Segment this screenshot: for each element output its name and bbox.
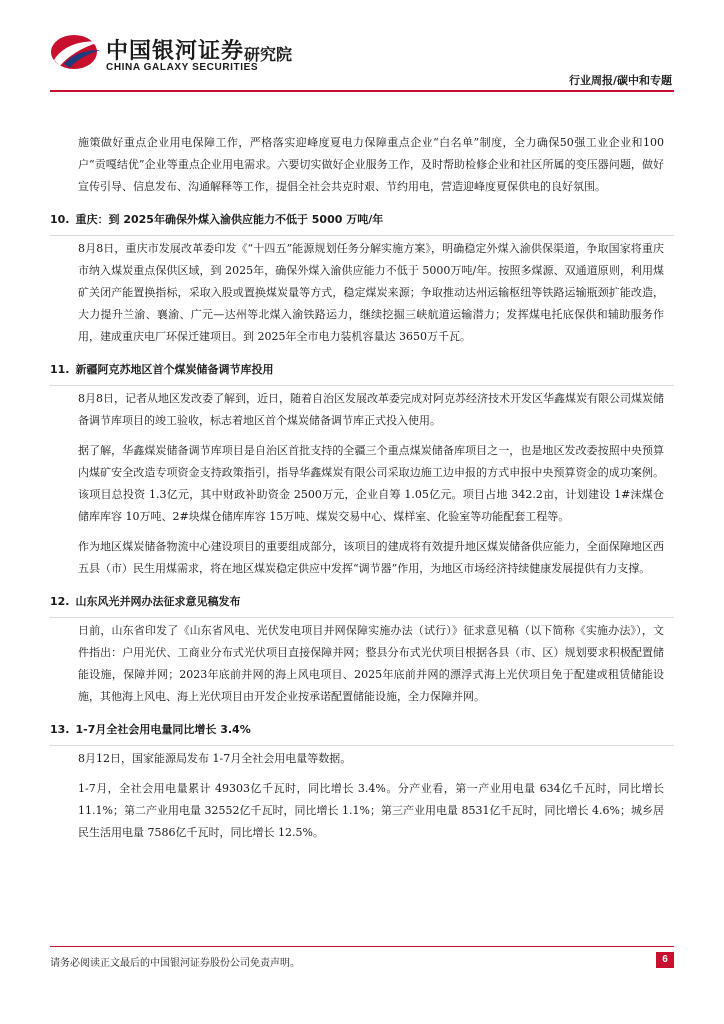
section-title: 重庆：到 2025年确保外煤入渝供应能力不低于 5000 万吨/年 bbox=[75, 213, 384, 226]
intro-paragraph: 施策做好重点企业用电保障工作，严格落实迎峰度夏电力保障重点企业“白名单”制度，全力确保50强工业企业和100户“贡嘎结优”企业等重点企业用电需求。六要切实做好企业服务工作，及时帮助检修企业和社区所属的变压器问题，做好宣传引导、信息发布、沟通解释等工作，提倡全社会共克时艰、节约用电，营造迎峰度夏保供电的良好氛围。 bbox=[50, 130, 674, 204]
section-number: 11. bbox=[50, 363, 70, 376]
section-11-paragraph-1: 8月8日，记者从地区发改委了解到，近日，随着自治区发展改革委完成对阿克苏经济技术开发区华鑫煤炭有限公司煤炭储备调节库项目的竣工验收，标志着地区首个煤炭储备调节库正式投入使用。 bbox=[50, 386, 674, 438]
section-title: 1-7月全社会用电量同比增长 3.4% bbox=[75, 723, 251, 736]
footer-disclaimer: 请务必阅读正文最后的中国银河证券股份公司免责声明。 bbox=[50, 958, 300, 969]
institute-label: 研究院 bbox=[244, 45, 293, 64]
section-10-paragraph-1: 8月8日，重庆市发展改革委印发《“十四五”能源规划任务分解实施方案》，明确稳定外煤入渝供保渠道，争取国家将重庆市纳入煤炭重点保供区域，到 2025年，确保外煤入渝供应能力不低于 5000万吨/年。按照多煤源、双通道原则，利用煤矿关闭产能置换指标，采取入股或置换煤炭量等方式，稳定煤炭来源；争取推动达州运输枢纽等铁路运输瓶颈扩能改造，大力提升兰渝、襄渝、广元—达州等北煤入渝铁路运力，继续挖掘三峡航道运输潜力；发挥煤电托底保供和辅助服务作用，建成重庆电厂环保迁建项目。到 2025年全市电力装机容量达 3650万千瓦。 bbox=[50, 236, 674, 354]
logo-en-text: CHINA GALAXY SECURITIES bbox=[106, 62, 259, 73]
section-heading-10 bbox=[50, 204, 674, 236]
section-number: 13. bbox=[50, 723, 70, 736]
section-11-paragraph-2: 据了解，华鑫煤炭储备调节库项目是自治区首批支持的全疆三个重点煤炭储备库项目之一，也是地区发改委按照中央预算内煤矿安全改造专项资金支持政策指引，指导华鑫煤炭有限公司采取边施工边申报的方式申报中央预算资金的成功案例。该项目总投资 1.3亿元，其中财政补助资金 2500万元，企业自筹 1.05亿元。项目占地 342.2亩，计划建设 1#沫煤仓储库库容 10万吨、2#块煤仓储库库容 15万吨、煤炭交易中心、煤样室、化验室等功能配套工程等。 bbox=[50, 438, 674, 534]
section-11-paragraph-3: 作为地区煤炭储备物流中心建设项目的重要组成部分，该项目的建成将有效提升地区煤炭储备供应能力，全面保障地区西五县（市）民生用煤需求，将在地区煤炭稳定供应中发挥“调节器”作用，为地区市场经济持续健康发展提供有力支撑。 bbox=[50, 534, 674, 586]
logo-cn-text: 中国银河证券 bbox=[106, 39, 245, 64]
footer-divider bbox=[50, 946, 674, 947]
galaxy-logo-icon bbox=[50, 30, 102, 74]
section-heading-12 bbox=[50, 586, 674, 618]
section-13-paragraph-1: 8月12日，国家能源局发布 1-7月全社会用电量等数据。 bbox=[50, 746, 674, 776]
section-12-paragraph-1: 日前，山东省印发了《山东省风电、光伏发电项目并网保障实施办法（试行）》征求意见稿（以下简称《实施办法》），文件指出：户用光伏、工商业分布式光伏项目直接保障并网；整县分布式光伏项目根据各县（市、区）规划要求积极配置储能设施，保障并网；2023年底前并网的海上风电项目、2025年底前并网的漂浮式海上光伏项目免于配建或租赁储能设施，其他海上风电、海上光伏项目由开发企业按承诺配置储能设施，全力保障并网。 bbox=[50, 618, 674, 714]
page-header bbox=[0, 0, 724, 95]
section-number: 10. bbox=[50, 213, 70, 226]
article-body bbox=[50, 130, 674, 850]
section-number: 12. bbox=[50, 595, 70, 608]
section-heading-13 bbox=[50, 714, 674, 746]
section-title: 新疆阿克苏地区首个煤炭储备调节库投用 bbox=[75, 363, 274, 376]
section-13-paragraph-2: 1-7月，全社会用电量累计 49303亿千瓦时，同比增长 3.4%。分产业看，第一产业用电量 634亿千瓦时，同比增长 11.1%；第二产业用电量 32552亿千瓦时，同比增长 1.1%；第三产业用电量 8531亿千瓦时，同比增长 4.6%；城乡居民生活用电量 7586亿千瓦时，同比增长 12.5%。 bbox=[50, 776, 674, 850]
report-type-label: 行业周报/碳中和专题 bbox=[568, 74, 672, 87]
header-divider bbox=[50, 90, 674, 92]
section-heading-11 bbox=[50, 354, 674, 386]
page-number-badge: 6 bbox=[656, 952, 674, 968]
section-title: 山东风光并网办法征求意见稿发布 bbox=[75, 595, 241, 608]
